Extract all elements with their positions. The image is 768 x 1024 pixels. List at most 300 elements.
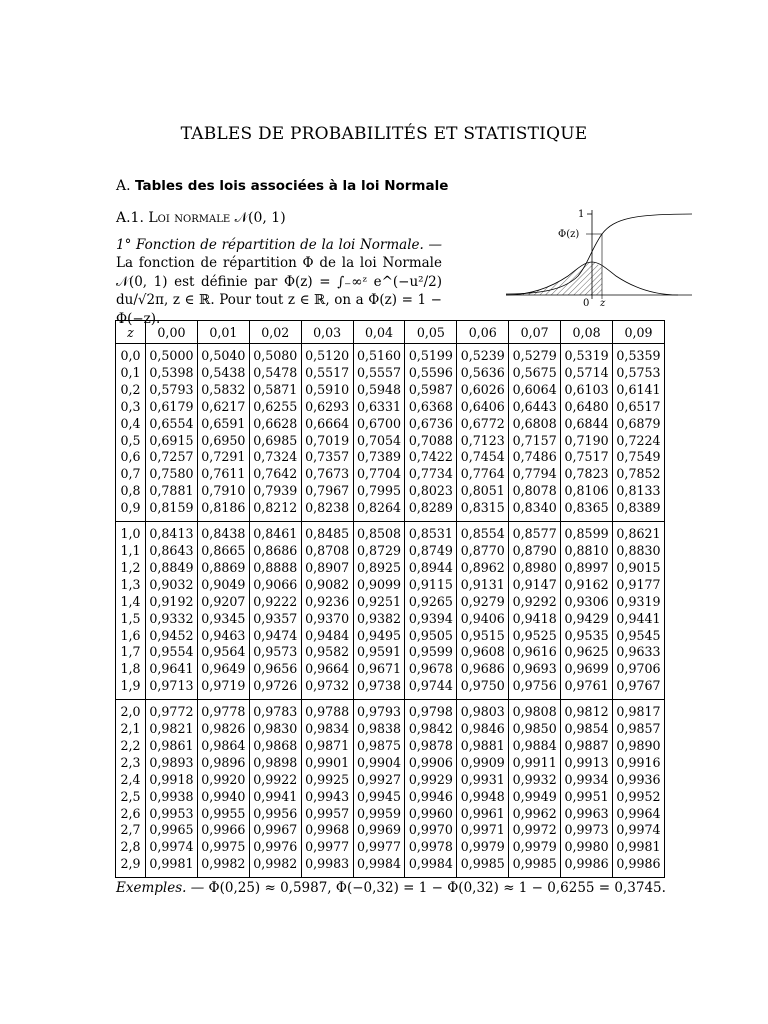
table-cell: 0,9962 <box>509 806 561 823</box>
table-cell: 0,8830 <box>613 543 665 560</box>
table-cell: 0,7123 <box>457 433 509 450</box>
table-cell: 0,7611 <box>197 466 249 483</box>
table-cell: 0,7642 <box>249 466 301 483</box>
table-cell: 0,6985 <box>249 433 301 450</box>
table-cell: 0,9484 <box>301 628 353 645</box>
table-cell: 0,6406 <box>457 399 509 416</box>
table-cell: 0,9974 <box>146 839 198 856</box>
table-cell: 0,9887 <box>561 738 613 755</box>
table-cell: 0,9875 <box>353 738 405 755</box>
table-cell: 0,9966 <box>197 822 249 839</box>
table-cell: 0,7704 <box>353 466 405 483</box>
table-row <box>116 365 665 382</box>
table-cell: 0,9738 <box>353 678 405 699</box>
table-cell: 0,9965 <box>146 822 198 839</box>
table-cell: 0,9927 <box>353 772 405 789</box>
table-cell: 0,9756 <box>509 678 561 699</box>
table-cell: 0,6064 <box>509 382 561 399</box>
header-col: 0,05 <box>405 321 457 344</box>
table-cell: 0,5239 <box>457 344 509 365</box>
row-z-value: 0,5 <box>116 433 146 450</box>
table-cell: 0,9953 <box>146 806 198 823</box>
table-cell: 0,9573 <box>249 644 301 661</box>
table-cell: 0,8238 <box>301 500 353 521</box>
table-cell: 0,8643 <box>146 543 198 560</box>
table-cell: 0,5478 <box>249 365 301 382</box>
table-cell: 0,9959 <box>353 806 405 823</box>
row-z-value: 0,8 <box>116 483 146 500</box>
table-cell: 0,9750 <box>457 678 509 699</box>
header-col: 0,09 <box>613 321 665 344</box>
table-row <box>116 661 665 678</box>
table-cell: 0,9984 <box>405 856 457 877</box>
table-cell: 0,9345 <box>197 611 249 628</box>
table-cell: 0,9664 <box>301 661 353 678</box>
header-col: 0,07 <box>509 321 561 344</box>
table-cell: 0,9656 <box>249 661 301 678</box>
label-one: 1 <box>578 209 585 220</box>
table-cell: 0,9177 <box>613 577 665 594</box>
table-row <box>116 738 665 755</box>
header-col: 0,01 <box>197 321 249 344</box>
table-row <box>116 806 665 823</box>
table-cell: 0,8944 <box>405 560 457 577</box>
table-cell: 0,7019 <box>301 433 353 450</box>
table-row <box>116 382 665 399</box>
table-cell: 0,8159 <box>146 500 198 521</box>
table-cell: 0,9951 <box>561 789 613 806</box>
table-cell: 0,7389 <box>353 449 405 466</box>
table-cell: 0,9049 <box>197 577 249 594</box>
table-cell: 0,9808 <box>509 700 561 721</box>
row-z-value: 1,4 <box>116 594 146 611</box>
table-cell: 0,9641 <box>146 661 198 678</box>
table-cell: 0,7486 <box>509 449 561 466</box>
label-phi-z: Φ(z) <box>558 229 580 240</box>
section-number: A. <box>116 178 131 194</box>
header-col: 0,00 <box>146 321 198 344</box>
table-cell: 0,9693 <box>509 661 561 678</box>
table-cell: 0,7190 <box>561 433 613 450</box>
table-cell: 0,9978 <box>405 839 457 856</box>
table-cell: 0,8599 <box>561 522 613 543</box>
table-cell: 0,9973 <box>561 822 613 839</box>
table-cell: 0,9292 <box>509 594 561 611</box>
header-z: z <box>116 321 146 344</box>
table-cell: 0,9515 <box>457 628 509 645</box>
table-cell: 0,9686 <box>457 661 509 678</box>
table-cell: 0,6368 <box>405 399 457 416</box>
table-row <box>116 644 665 661</box>
row-z-value: 0,3 <box>116 399 146 416</box>
header-col: 0,06 <box>457 321 509 344</box>
table-cell: 0,8888 <box>249 560 301 577</box>
table-cell: 0,9881 <box>457 738 509 755</box>
table-cell: 0,9985 <box>457 856 509 877</box>
table-cell: 0,9986 <box>613 856 665 877</box>
table-cell: 0,9162 <box>561 577 613 594</box>
table-cell: 0,9925 <box>301 772 353 789</box>
table-cell: 0,6915 <box>146 433 198 450</box>
table-cell: 0,8413 <box>146 522 198 543</box>
table-cell: 0,6844 <box>561 416 613 433</box>
table-cell: 0,9931 <box>457 772 509 789</box>
table-cell: 0,9441 <box>613 611 665 628</box>
table-cell: 0,9838 <box>353 721 405 738</box>
table-cell: 0,9955 <box>197 806 249 823</box>
table-cell: 0,8051 <box>457 483 509 500</box>
table-cell: 0,6808 <box>509 416 561 433</box>
table-cell: 0,5398 <box>146 365 198 382</box>
table-cell: 0,7967 <box>301 483 353 500</box>
row-z-value: 2,2 <box>116 738 146 755</box>
table-cell: 0,7823 <box>561 466 613 483</box>
table-cell: 0,7224 <box>613 433 665 450</box>
table-cell: 0,8340 <box>509 500 561 521</box>
table-cell: 0,9981 <box>613 839 665 856</box>
table-cell: 0,9319 <box>613 594 665 611</box>
table-cell: 0,9772 <box>146 700 198 721</box>
table-cell: 0,5596 <box>405 365 457 382</box>
section-heading <box>116 178 448 194</box>
table-cell: 0,9251 <box>353 594 405 611</box>
table-cell: 0,7734 <box>405 466 457 483</box>
table-row <box>116 839 665 856</box>
row-z-value: 0,1 <box>116 365 146 382</box>
table-cell: 0,9884 <box>509 738 561 755</box>
row-z-value: 2,0 <box>116 700 146 721</box>
row-z-value: 0,4 <box>116 416 146 433</box>
table-cell: 0,9778 <box>197 700 249 721</box>
table-cell: 0,9985 <box>509 856 561 877</box>
table-cell: 0,9967 <box>249 822 301 839</box>
table-row <box>116 789 665 806</box>
table-row <box>116 772 665 789</box>
examples-label: Exemples. — <box>116 880 205 896</box>
table-cell: 0,9761 <box>561 678 613 699</box>
table-cell: 0,9406 <box>457 611 509 628</box>
table-cell: 0,9545 <box>613 628 665 645</box>
table-row <box>116 577 665 594</box>
page-title: TABLES DE PROBABILITÉS ET STATISTIQUE <box>180 124 588 144</box>
table-row <box>116 560 665 577</box>
table-cell: 0,9474 <box>249 628 301 645</box>
table-cell: 0,9678 <box>405 661 457 678</box>
intro-line-2: définie par Φ(z) = ∫₋∞ᶻ e^(−u²/2) du/√2π, z ∈ ℝ. Pour tout <box>116 273 442 309</box>
table-cell: 0,9936 <box>613 772 665 789</box>
row-z-value: 1,3 <box>116 577 146 594</box>
table-cell: 0,9803 <box>457 700 509 721</box>
table-cell: 0,9861 <box>146 738 198 755</box>
table-cell: 0,9904 <box>353 755 405 772</box>
table-cell: 0,9115 <box>405 577 457 594</box>
table-cell: 0,7549 <box>613 449 665 466</box>
row-z-value: 2,6 <box>116 806 146 823</box>
table-cell: 0,6026 <box>457 382 509 399</box>
table-row <box>116 433 665 450</box>
table-cell: 0,9956 <box>249 806 301 823</box>
table-cell: 0,9793 <box>353 700 405 721</box>
table-cell: 0,9505 <box>405 628 457 645</box>
table-cell: 0,9633 <box>613 644 665 661</box>
table-cell: 0,9911 <box>509 755 561 772</box>
intro-heading: 1° Fonction de répartition de la loi Normale. — <box>116 237 442 253</box>
table-cell: 0,8708 <box>301 543 353 560</box>
row-z-value: 0,0 <box>116 344 146 365</box>
table-cell: 0,5753 <box>613 365 665 382</box>
examples-line <box>116 880 666 896</box>
table-cell: 0,8133 <box>613 483 665 500</box>
table-cell: 0,8997 <box>561 560 613 577</box>
table-cell: 0,9964 <box>613 806 665 823</box>
table-cell: 0,8212 <box>249 500 301 521</box>
table-cell: 0,9980 <box>561 839 613 856</box>
table-cell: 0,5517 <box>301 365 353 382</box>
table-cell: 0,9732 <box>301 678 353 699</box>
table-cell: 0,6443 <box>509 399 561 416</box>
table-cell: 0,5948 <box>353 382 405 399</box>
table-cell: 0,5793 <box>146 382 198 399</box>
table-cell: 0,9968 <box>301 822 353 839</box>
table-cell: 0,9382 <box>353 611 405 628</box>
section-label: Tables des lois associées à la loi Normale <box>135 178 449 194</box>
table-cell: 0,5040 <box>197 344 249 365</box>
table-cell: 0,8621 <box>613 522 665 543</box>
table-cell: 0,6255 <box>249 399 301 416</box>
table-cell: 0,5987 <box>405 382 457 399</box>
table-cell: 0,9812 <box>561 700 613 721</box>
table-cell: 0,9906 <box>405 755 457 772</box>
table-cell: 0,9971 <box>457 822 509 839</box>
table-cell: 0,8461 <box>249 522 301 543</box>
table-row <box>116 500 665 521</box>
table-cell: 0,9394 <box>405 611 457 628</box>
table-cell: 0,9957 <box>301 806 353 823</box>
table-cell: 0,6103 <box>561 382 613 399</box>
table-cell: 0,9896 <box>197 755 249 772</box>
row-z-value: 1,8 <box>116 661 146 678</box>
table-cell: 0,7324 <box>249 449 301 466</box>
table-cell: 0,9788 <box>301 700 353 721</box>
row-z-value: 0,7 <box>116 466 146 483</box>
table-row <box>116 522 665 543</box>
table-cell: 0,6772 <box>457 416 509 433</box>
table-cell: 0,8665 <box>197 543 249 560</box>
table-cell: 0,9974 <box>613 822 665 839</box>
table-cell: 0,5319 <box>561 344 613 365</box>
table-cell: 0,9192 <box>146 594 198 611</box>
table-cell: 0,9452 <box>146 628 198 645</box>
table-cell: 0,9850 <box>509 721 561 738</box>
table-cell: 0,9977 <box>353 839 405 856</box>
header-col: 0,03 <box>301 321 353 344</box>
table-row <box>116 416 665 433</box>
table-cell: 0,9929 <box>405 772 457 789</box>
table-cell: 0,8749 <box>405 543 457 560</box>
table-cell: 0,9868 <box>249 738 301 755</box>
table-cell: 0,9015 <box>613 560 665 577</box>
subsection-heading <box>116 210 286 226</box>
table-cell: 0,9934 <box>561 772 613 789</box>
table-cell: 0,9222 <box>249 594 301 611</box>
table-cell: 0,9564 <box>197 644 249 661</box>
table-cell: 0,6480 <box>561 399 613 416</box>
table-row <box>116 856 665 877</box>
table-cell: 0,7422 <box>405 449 457 466</box>
table-cell: 0,6179 <box>146 399 198 416</box>
table-cell: 0,8925 <box>353 560 405 577</box>
table-cell: 0,7054 <box>353 433 405 450</box>
table-cell: 0,8264 <box>353 500 405 521</box>
table-cell: 0,9821 <box>146 721 198 738</box>
table-cell: 0,8531 <box>405 522 457 543</box>
table-cell: 0,9357 <box>249 611 301 628</box>
table-cell: 0,8389 <box>613 500 665 521</box>
table-cell: 0,7794 <box>509 466 561 483</box>
header-col: 0,04 <box>353 321 405 344</box>
table-cell: 0,5080 <box>249 344 301 365</box>
table-cell: 0,9977 <box>301 839 353 856</box>
intro-line-3: z ∈ ℝ, on a Φ(z) = 1 − Φ(−z). <box>116 292 442 327</box>
row-z-value: 2,4 <box>116 772 146 789</box>
table-cell: 0,9082 <box>301 577 353 594</box>
subsection-number: A.1. <box>116 210 144 226</box>
table-cell: 0,9983 <box>301 856 353 877</box>
table-cell: 0,8485 <box>301 522 353 543</box>
table-cell: 0,7257 <box>146 449 198 466</box>
table-cell: 0,6331 <box>353 399 405 416</box>
table-cell: 0,9826 <box>197 721 249 738</box>
table-cell: 0,5160 <box>353 344 405 365</box>
table-cell: 0,7580 <box>146 466 198 483</box>
table-cell: 0,6517 <box>613 399 665 416</box>
table-cell: 0,9767 <box>613 678 665 699</box>
table-cell: 0,6879 <box>613 416 665 433</box>
table-cell: 0,9979 <box>509 839 561 856</box>
normal-cdf-table <box>115 320 665 878</box>
normal-cdf-graph <box>506 204 696 308</box>
table-cell: 0,5438 <box>197 365 249 382</box>
row-z-value: 2,9 <box>116 856 146 877</box>
table-row <box>116 466 665 483</box>
table-cell: 0,9306 <box>561 594 613 611</box>
table-cell: 0,9963 <box>561 806 613 823</box>
table-cell: 0,9920 <box>197 772 249 789</box>
table-cell: 0,6554 <box>146 416 198 433</box>
table-cell: 0,9871 <box>301 738 353 755</box>
table-cell: 0,5359 <box>613 344 665 365</box>
table-cell: 0,7939 <box>249 483 301 500</box>
table-cell: 0,7852 <box>613 466 665 483</box>
table-cell: 0,9938 <box>146 789 198 806</box>
table-cell: 0,7088 <box>405 433 457 450</box>
row-z-value: 2,3 <box>116 755 146 772</box>
table-cell: 0,9525 <box>509 628 561 645</box>
table-row <box>116 755 665 772</box>
table-row <box>116 594 665 611</box>
table-cell: 0,7357 <box>301 449 353 466</box>
table-cell: 0,9706 <box>613 661 665 678</box>
table-cell: 0,9370 <box>301 611 353 628</box>
table-cell: 0,5910 <box>301 382 353 399</box>
table-cell: 0,8869 <box>197 560 249 577</box>
table-cell: 0,9713 <box>146 678 198 699</box>
table-cell: 0,5636 <box>457 365 509 382</box>
subsection-symbol: 𝒩(0, 1) <box>234 210 286 226</box>
table-cell: 0,5199 <box>405 344 457 365</box>
row-z-value: 1,7 <box>116 644 146 661</box>
table-row <box>116 721 665 738</box>
table-cell: 0,6736 <box>405 416 457 433</box>
table-cell: 0,9744 <box>405 678 457 699</box>
table-cell: 0,9279 <box>457 594 509 611</box>
table-cell: 0,8810 <box>561 543 613 560</box>
intro-line-1: La fonction de répartition Φ de la loi Normale 𝒩(0, 1) est <box>116 255 442 290</box>
table-cell: 0,9719 <box>197 678 249 699</box>
table-cell: 0,9817 <box>613 700 665 721</box>
table-cell: 0,9972 <box>509 822 561 839</box>
table-cell: 0,6664 <box>301 416 353 433</box>
table-cell: 0,9943 <box>301 789 353 806</box>
table-cell: 0,6293 <box>301 399 353 416</box>
table-cell: 0,9207 <box>197 594 249 611</box>
table-cell: 0,9830 <box>249 721 301 738</box>
table-cell: 0,9131 <box>457 577 509 594</box>
table-cell: 0,9961 <box>457 806 509 823</box>
table-cell: 0,8289 <box>405 500 457 521</box>
table-cell: 0,9265 <box>405 594 457 611</box>
table-cell: 0,9982 <box>197 856 249 877</box>
table-cell: 0,8315 <box>457 500 509 521</box>
table-cell: 0,5120 <box>301 344 353 365</box>
table-cell: 0,8365 <box>561 500 613 521</box>
table-row <box>116 628 665 645</box>
table-header-row <box>116 321 665 344</box>
table-cell: 0,9699 <box>561 661 613 678</box>
table-cell: 0,8770 <box>457 543 509 560</box>
row-z-value: 1,0 <box>116 522 146 543</box>
table-row <box>116 678 665 699</box>
table-cell: 0,6950 <box>197 433 249 450</box>
table-cell: 0,9783 <box>249 700 301 721</box>
table-cell: 0,9893 <box>146 755 198 772</box>
table-cell: 0,6628 <box>249 416 301 433</box>
table-cell: 0,9535 <box>561 628 613 645</box>
table-cell: 0,7881 <box>146 483 198 500</box>
table-row <box>116 700 665 721</box>
table-cell: 0,5557 <box>353 365 405 382</box>
table-cell: 0,9099 <box>353 577 405 594</box>
table-cell: 0,6591 <box>197 416 249 433</box>
table-cell: 0,7764 <box>457 466 509 483</box>
table-cell: 0,9976 <box>249 839 301 856</box>
table-cell: 0,8962 <box>457 560 509 577</box>
table-cell: 0,8438 <box>197 522 249 543</box>
table-cell: 0,8907 <box>301 560 353 577</box>
table-cell: 0,8729 <box>353 543 405 560</box>
table-cell: 0,9463 <box>197 628 249 645</box>
table-cell: 0,9890 <box>613 738 665 755</box>
table-cell: 0,9922 <box>249 772 301 789</box>
row-z-value: 0,6 <box>116 449 146 466</box>
table-cell: 0,9842 <box>405 721 457 738</box>
table-cell: 0,9952 <box>613 789 665 806</box>
label-zero: 0 <box>583 298 590 308</box>
table-cell: 0,9948 <box>457 789 509 806</box>
table-cell: 0,9909 <box>457 755 509 772</box>
table-cell: 0,9981 <box>146 856 198 877</box>
label-z: z <box>600 298 606 308</box>
